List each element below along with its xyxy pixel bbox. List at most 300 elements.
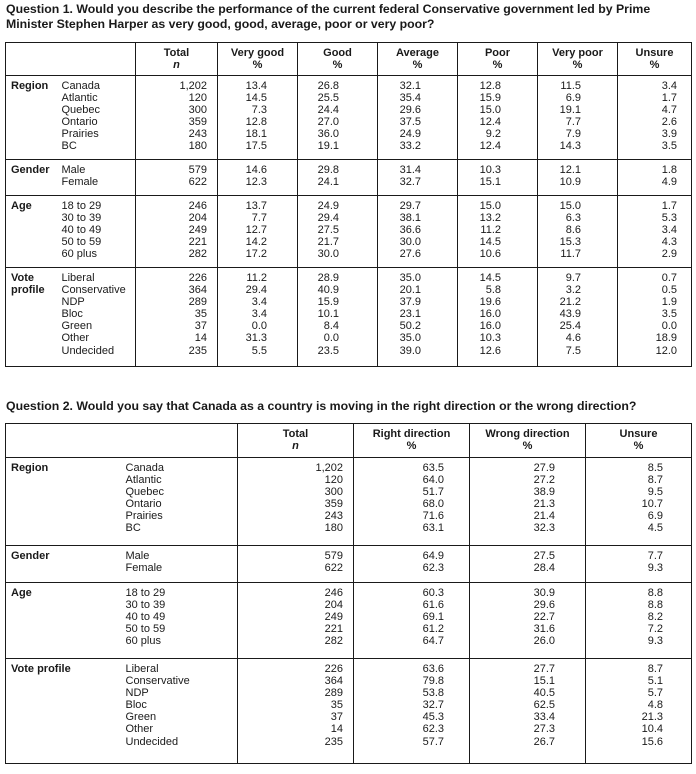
subgroup-label: Male [125, 550, 150, 562]
value: 69.1 [422, 611, 444, 624]
value: 40.9 [317, 284, 339, 297]
column-header-unit: % [633, 440, 644, 452]
value-cell [470, 659, 586, 764]
group-label-text: Region [11, 80, 49, 92]
value: 29.6 [533, 599, 555, 612]
value: 12.4 [479, 140, 501, 153]
subgroup-label: Canada [125, 462, 165, 474]
value-cell [354, 546, 470, 583]
value-cell [238, 583, 354, 659]
group-label [6, 76, 58, 160]
subgroup-label: BC [61, 140, 77, 153]
value: 364 [324, 675, 343, 688]
value: 24.4 [317, 104, 339, 117]
subgroup-label: Undecided [125, 735, 179, 748]
value: 19.6 [479, 296, 501, 309]
column-header-unit: % [406, 440, 417, 452]
value: 0.0 [251, 320, 267, 333]
value: 3.5 [661, 140, 677, 153]
value: 63.6 [422, 663, 444, 675]
value: 9.3 [647, 562, 663, 575]
value: 300 [188, 104, 207, 117]
value: 3.4 [661, 80, 677, 92]
value-cell [218, 160, 298, 196]
value: 15.1 [533, 675, 555, 688]
value: 15.6 [641, 735, 663, 748]
value-cell [470, 546, 586, 583]
value-cell [378, 76, 458, 160]
value: 35 [194, 308, 207, 321]
header-corner [6, 43, 136, 76]
column-header [238, 424, 354, 458]
column-header-label: Wrong direction [485, 428, 570, 440]
value: 12.3 [245, 176, 267, 189]
subgroup-label: Bloc [125, 699, 147, 712]
subgroup-label: Green [125, 711, 157, 724]
value: 7.2 [647, 623, 663, 636]
value: 243 [188, 128, 207, 141]
value: 18.9 [655, 332, 677, 345]
subgroup-label: Male [61, 164, 86, 176]
value: 31.4 [399, 164, 421, 176]
value: 3.4 [661, 224, 677, 237]
value: 14 [330, 723, 343, 736]
value: 32.1 [399, 80, 421, 92]
value: 50.2 [399, 320, 421, 333]
value-cell [354, 583, 470, 659]
value: 13.7 [245, 200, 267, 212]
value: 64.9 [422, 550, 444, 562]
column-header [136, 43, 218, 76]
value: 10.9 [559, 176, 581, 189]
value: 35.0 [399, 332, 421, 345]
group-label [6, 268, 58, 367]
value-cell [136, 160, 218, 196]
group-row [6, 76, 692, 160]
value: 62.3 [422, 723, 444, 736]
subgroup-label: 40 to 49 [125, 611, 166, 624]
value: 38.9 [533, 486, 555, 499]
value-cell [618, 196, 692, 268]
value: 8.2 [647, 611, 663, 624]
value: 282 [188, 248, 207, 261]
value: 27.5 [533, 550, 555, 562]
value: 221 [188, 236, 207, 249]
group-row [6, 196, 692, 268]
value: 37.5 [399, 116, 421, 129]
value: 21.3 [641, 711, 663, 724]
value: 246 [188, 200, 207, 212]
value: 12.4 [479, 116, 501, 129]
column-header [618, 43, 692, 76]
value: 364 [188, 284, 207, 297]
value: 63.1 [422, 522, 444, 535]
subgroup-label: Green [61, 320, 93, 333]
value: 40.5 [533, 687, 555, 700]
value: 3.9 [661, 128, 677, 141]
subgroup-label: BC [125, 522, 141, 535]
value: 37.9 [399, 296, 421, 309]
group-label [6, 659, 122, 764]
value: 3.5 [661, 308, 677, 321]
value: 38.1 [399, 212, 421, 225]
value: 12.8 [245, 116, 267, 129]
group-row [6, 160, 692, 196]
value: 31.3 [245, 332, 267, 345]
column-header-unit: % [522, 440, 533, 452]
value: 21.3 [533, 498, 555, 511]
value: 33.4 [533, 711, 555, 724]
value: 226 [324, 663, 343, 675]
value: 26.7 [533, 735, 555, 748]
value-cell [378, 160, 458, 196]
column-header-label: Very good [230, 47, 285, 59]
value: 32.7 [399, 176, 421, 189]
column-header-unit: % [649, 59, 660, 71]
value-cell [136, 196, 218, 268]
value: 22.7 [533, 611, 555, 624]
subgroup-label: NDP [125, 687, 149, 700]
value-cell [378, 196, 458, 268]
value: 579 [324, 550, 343, 562]
value: 10.4 [641, 723, 663, 736]
value-cell [458, 196, 538, 268]
value: 63.5 [422, 462, 444, 474]
value: 29.8 [317, 164, 339, 176]
value: 35.0 [399, 272, 421, 284]
value: 15.0 [559, 200, 581, 212]
subgroup-labels [58, 76, 136, 160]
value: 14.5 [245, 92, 267, 105]
column-header [586, 424, 692, 458]
subgroup-label: Quebec [61, 104, 101, 117]
value: 10.3 [479, 332, 501, 345]
value: 35 [330, 699, 343, 712]
column-header-unit: % [252, 59, 263, 71]
value-cell [458, 160, 538, 196]
value: 28.4 [533, 562, 555, 575]
value: 249 [188, 224, 207, 237]
value: 8.5 [647, 462, 663, 474]
value: 11.2 [480, 224, 501, 237]
value: 15.9 [479, 92, 501, 105]
subgroup-label: 30 to 39 [125, 599, 166, 612]
subgroup-label: 50 to 59 [125, 623, 166, 636]
subgroup-labels [58, 196, 136, 268]
value-cell [218, 268, 298, 367]
value-cell [538, 76, 618, 160]
value: 4.3 [661, 236, 677, 249]
column-header [218, 43, 298, 76]
value: 61.2 [422, 623, 444, 636]
value: 15.9 [317, 296, 339, 309]
column-header [458, 43, 538, 76]
subgroup-label: Conservative [125, 675, 190, 688]
value-cell [538, 196, 618, 268]
value-cell [354, 458, 470, 546]
question-2-table [5, 423, 692, 764]
group-label [6, 458, 122, 546]
value: 180 [188, 140, 207, 153]
subgroup-label: Female [61, 176, 99, 189]
value: 26.0 [533, 635, 555, 648]
value-cell [470, 458, 586, 546]
subgroup-label: Ontario [125, 498, 162, 511]
value: 14.6 [245, 164, 267, 176]
header-corner [6, 424, 238, 458]
value: 27.9 [533, 462, 555, 474]
value: 14.2 [245, 236, 267, 249]
value: 43.9 [559, 308, 581, 321]
subgroup-label: Canada [61, 80, 101, 92]
subgroup-label: Prairies [61, 128, 99, 141]
value: 11.7 [560, 248, 581, 261]
value: 11.2 [246, 272, 267, 284]
subgroup-labels [122, 659, 238, 764]
value: 289 [324, 687, 343, 700]
subgroup-label: 50 to 59 [61, 236, 102, 249]
column-header [298, 43, 378, 76]
value: 8.4 [323, 320, 339, 333]
value-cell [238, 659, 354, 764]
value-cell [378, 268, 458, 367]
value: 359 [188, 116, 207, 129]
subgroup-label: Atlantic [125, 474, 162, 487]
value: 16.0 [479, 320, 501, 333]
value-cell [586, 546, 692, 583]
value-cell [136, 268, 218, 367]
value: 5.7 [647, 687, 663, 700]
subgroup-labels [122, 546, 238, 583]
value: 12.1 [559, 164, 581, 176]
group-label [6, 160, 58, 196]
group-row [6, 659, 692, 764]
value-cell [298, 196, 378, 268]
value: 1,202 [315, 462, 343, 474]
value: 15.0 [479, 200, 501, 212]
value: 235 [324, 735, 343, 748]
value: 21.2 [559, 296, 581, 309]
subgroup-label: 60 plus [61, 248, 97, 261]
value: 9.5 [647, 486, 663, 499]
value: 11.5 [560, 80, 581, 92]
value: 289 [188, 296, 207, 309]
group-label-text: Region [11, 462, 49, 474]
value-cell [218, 76, 298, 160]
value: 36.0 [317, 128, 339, 141]
question-1-table [5, 42, 692, 367]
column-header-label: Unsure [635, 47, 674, 59]
value: 14.3 [559, 140, 581, 153]
subgroup-label: Liberal [61, 272, 95, 284]
value: 7.3 [251, 104, 267, 117]
value: 14.5 [479, 272, 501, 284]
value-cell [354, 659, 470, 764]
value: 35.4 [399, 92, 421, 105]
subgroup-label: NDP [61, 296, 85, 309]
value-cell [618, 76, 692, 160]
value: 204 [324, 599, 343, 612]
value: 27.7 [533, 663, 555, 675]
value: 3.4 [251, 308, 267, 321]
value: 62.3 [422, 562, 444, 575]
value: 71.6 [422, 510, 444, 523]
value: 64.7 [422, 635, 444, 648]
value: 7.5 [565, 344, 581, 357]
value-cell [586, 659, 692, 764]
header-row [6, 424, 692, 458]
value: 51.7 [422, 486, 444, 499]
value: 20.1 [399, 284, 421, 297]
subgroup-label: 30 to 39 [61, 212, 102, 225]
value: 4.8 [647, 699, 663, 712]
value: 53.8 [422, 687, 444, 700]
value-cell [298, 268, 378, 367]
value-cell [238, 546, 354, 583]
value: 6.9 [647, 510, 663, 523]
subgroup-labels [58, 160, 136, 196]
header-row [6, 43, 692, 76]
value: 622 [188, 176, 207, 189]
subgroup-label: Undecided [61, 344, 115, 357]
subgroup-label: 60 plus [125, 635, 161, 648]
value: 17.2 [245, 248, 267, 261]
value: 16.0 [479, 308, 501, 321]
value: 19.1 [559, 104, 581, 117]
column-header [378, 43, 458, 76]
value: 25.4 [559, 320, 581, 333]
value: 10.7 [641, 498, 663, 511]
value-cell [618, 160, 692, 196]
value: 120 [188, 92, 207, 105]
value: 5.1 [647, 675, 663, 688]
value: 23.1 [399, 308, 421, 321]
value: 180 [324, 522, 343, 535]
subgroup-labels [58, 268, 136, 367]
subgroup-label: 40 to 49 [61, 224, 102, 237]
group-label [6, 196, 58, 268]
value: 14.5 [479, 236, 501, 249]
value: 62.5 [533, 699, 555, 712]
value: 10.1 [317, 308, 339, 321]
value: 37 [330, 711, 343, 724]
column-header-label: Very poor [552, 47, 603, 59]
value: 19.1 [317, 140, 339, 153]
value: 6.3 [565, 212, 581, 225]
value: 30.0 [317, 248, 339, 261]
value: 13.2 [479, 212, 501, 225]
value: 1.7 [661, 92, 677, 105]
value: 5.3 [661, 212, 677, 225]
value: 221 [324, 623, 343, 636]
value: 300 [324, 486, 343, 499]
value: 0.0 [661, 320, 677, 333]
value: 15.3 [559, 236, 581, 249]
subgroup-label: Atlantic [61, 92, 98, 105]
value: 3.4 [251, 296, 267, 309]
subgroup-label: Conservative [61, 284, 126, 297]
value: 32.3 [533, 522, 555, 535]
value: 1.9 [661, 296, 677, 309]
value: 33.2 [399, 140, 421, 153]
value: 61.6 [422, 599, 444, 612]
value: 15.0 [479, 104, 501, 117]
value: 8.6 [565, 224, 581, 237]
value: 7.7 [647, 550, 663, 562]
value: 25.5 [317, 92, 339, 105]
value: 235 [188, 344, 207, 357]
value: 12.7 [245, 224, 267, 237]
group-label-text: Age [11, 587, 32, 599]
column-header-unit: % [412, 59, 423, 71]
value-cell [586, 583, 692, 659]
group-row [6, 458, 692, 546]
value: 30.9 [533, 587, 555, 599]
value: 359 [324, 498, 343, 511]
value: 7.7 [251, 212, 267, 225]
subgroup-label: Other [61, 332, 90, 345]
value: 31.6 [533, 623, 555, 636]
value: 9.7 [565, 272, 581, 284]
value: 57.7 [422, 735, 444, 748]
value: 282 [324, 635, 343, 648]
value: 27.3 [533, 723, 555, 736]
value: 8.7 [647, 474, 663, 487]
value-cell [298, 76, 378, 160]
value: 12.0 [655, 344, 677, 357]
value: 27.5 [317, 224, 339, 237]
column-header-label: Total [282, 428, 309, 440]
value: 24.9 [399, 128, 421, 141]
value-cell [470, 583, 586, 659]
value: 5.8 [485, 284, 501, 297]
value: 15.1 [479, 176, 501, 189]
subgroup-label: 18 to 29 [125, 587, 166, 599]
value: 6.9 [565, 92, 581, 105]
group-label-text: Vote profile [11, 663, 71, 675]
value: 21.7 [317, 236, 339, 249]
column-header-unit: % [572, 59, 583, 71]
value: 39.0 [399, 344, 421, 357]
value-cell [238, 458, 354, 546]
value: 23.5 [317, 344, 339, 357]
value-cell [538, 268, 618, 367]
value: 3.2 [565, 284, 581, 297]
value-cell [618, 268, 692, 367]
value: 246 [324, 587, 343, 599]
value: 21.4 [533, 510, 555, 523]
subgroup-label: Quebec [125, 486, 165, 499]
value-cell [458, 268, 538, 367]
column-header-label: Right direction [372, 428, 451, 440]
column-header-label: Total [163, 47, 190, 59]
value: 68.0 [422, 498, 444, 511]
value: 37 [194, 320, 207, 333]
value: 0.5 [661, 284, 677, 297]
column-header [538, 43, 618, 76]
value: 27.6 [399, 248, 421, 261]
value: 32.7 [422, 699, 444, 712]
value: 79.8 [422, 675, 444, 688]
subgroup-labels [122, 458, 238, 546]
group-label-text: Gender [11, 550, 50, 562]
value: 226 [188, 272, 207, 284]
value: 4.6 [565, 332, 581, 345]
value: 45.3 [422, 711, 444, 724]
value: 243 [324, 510, 343, 523]
subgroup-label: 18 to 29 [61, 200, 102, 212]
group-row [6, 546, 692, 583]
